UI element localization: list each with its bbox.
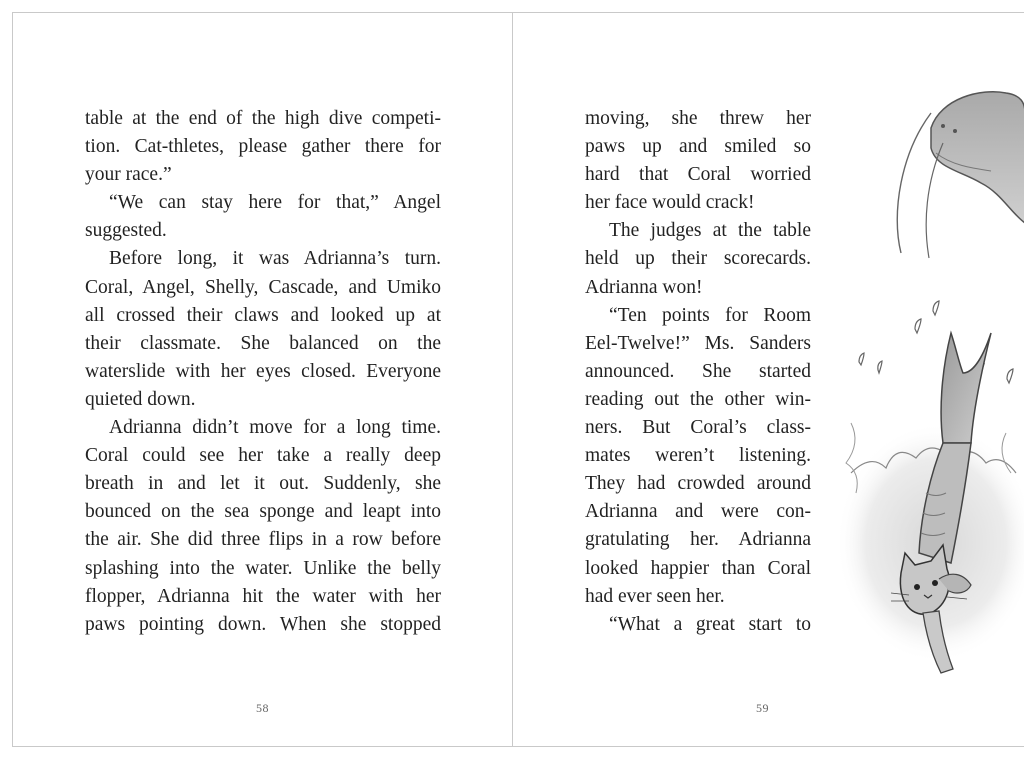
text-line: held up their scorecards. bbox=[585, 248, 811, 270]
text-line: hard that Coral worried bbox=[585, 164, 811, 186]
text-line: table at the end of the high dive competi- bbox=[85, 108, 441, 129]
text-line: waterslide with her eyes closed. Everyone bbox=[85, 360, 441, 382]
text-line: Eel-Twelve!” Ms. Sanders bbox=[585, 332, 811, 354]
text-line: all crossed their claws and looked up at bbox=[85, 304, 441, 326]
text-line: your race.” bbox=[85, 164, 172, 186]
text-line: looked happier than Coral bbox=[585, 557, 811, 579]
rock-icon bbox=[931, 92, 1024, 223]
text-line: gratulating her. Adrianna bbox=[585, 529, 811, 551]
text-line: bounced on the sea sponge and leapt into bbox=[85, 501, 441, 523]
text-line: Adrianna didn’t move for a long time. bbox=[109, 417, 441, 439]
text-line: “What a great start to bbox=[609, 613, 811, 635]
page-number-left: 58 bbox=[256, 701, 269, 715]
text-line: Adrianna and were con- bbox=[585, 501, 811, 523]
text-line: the air. She did three flips in a row before bbox=[85, 529, 441, 551]
text-line: splashing into the water. Unlike the belly bbox=[85, 557, 441, 579]
droplets-icon bbox=[859, 301, 1013, 383]
text-line: paws up and smiled so bbox=[585, 136, 811, 158]
text-line: The judges at the table bbox=[609, 220, 811, 242]
text-line: Adrianna won! bbox=[585, 276, 703, 298]
text-line: Coral, Angel, Shelly, Cascade, and Umiko bbox=[85, 276, 441, 298]
text-line: Coral could see her take a really deep bbox=[85, 445, 441, 467]
text-line: quieted down. bbox=[85, 388, 196, 410]
text-line: “Ten points for Room bbox=[609, 304, 811, 326]
text-line: her face would crack! bbox=[585, 192, 755, 214]
text-line: their classmate. She balanced on the bbox=[85, 332, 441, 354]
text-line: They had crowded around bbox=[585, 473, 811, 495]
right-page bbox=[512, 12, 1024, 747]
text-line: had ever seen her. bbox=[585, 585, 725, 607]
text-line: moving, she threw her bbox=[585, 108, 811, 129]
text-line: “We can stay here for that,” Angel bbox=[109, 192, 441, 214]
text-line: ners. But Coral’s class- bbox=[585, 417, 811, 439]
left-page bbox=[12, 12, 513, 747]
text-line: mates weren’t listening. bbox=[585, 445, 811, 467]
text-line: reading out the other win- bbox=[585, 388, 811, 410]
page-number-right: 59 bbox=[756, 701, 769, 715]
text-line: Before long, it was Adrianna’s turn. bbox=[109, 248, 441, 270]
text-line: flopper, Adrianna hit the water with her bbox=[85, 585, 441, 607]
text-line: announced. She started bbox=[585, 360, 811, 382]
text-line: paws pointing down. When she stopped bbox=[85, 613, 441, 635]
mermaid-cat-diving-icon bbox=[831, 73, 1024, 693]
text-line: suggested. bbox=[85, 220, 167, 242]
left-page-text bbox=[85, 105, 441, 639]
text-line: breath in and let it out. Suddenly, she bbox=[85, 473, 441, 495]
right-page-text bbox=[585, 105, 811, 639]
text-line: tion. Cat-thletes, please gather there for bbox=[85, 136, 441, 158]
